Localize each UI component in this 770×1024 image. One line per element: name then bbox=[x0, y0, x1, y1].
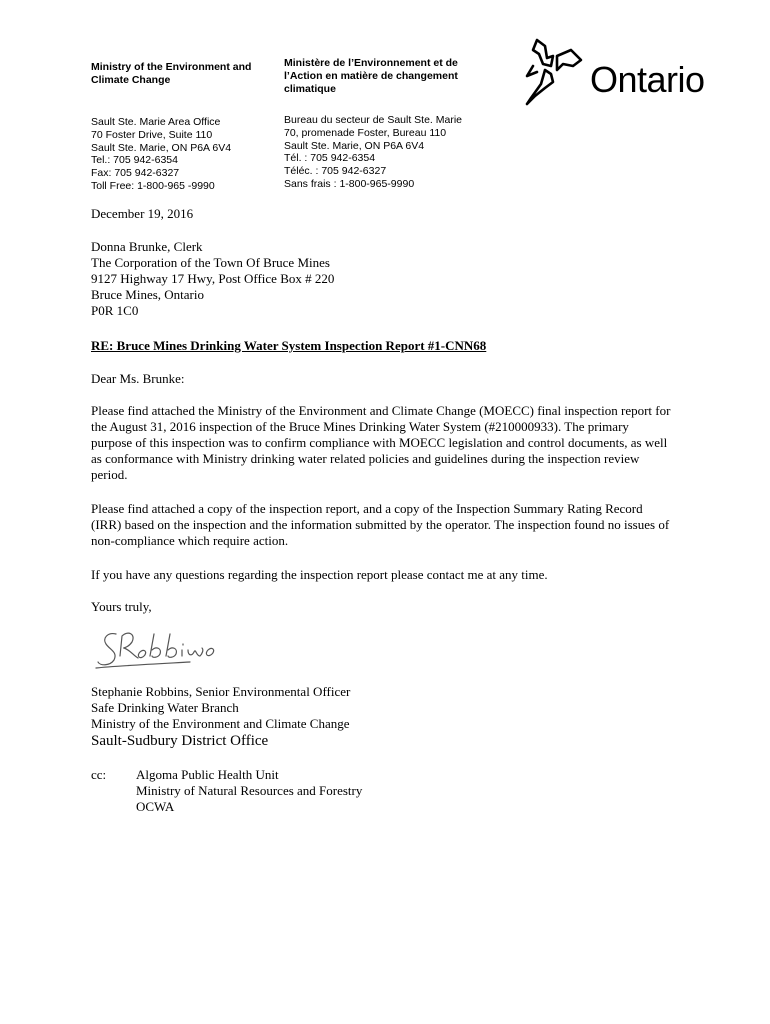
recipient-line: 9127 Highway 17 Hwy, Post Office Box # 220 bbox=[91, 271, 335, 286]
signer-name: Stephanie Robbins, Senior Environmental Officer bbox=[91, 684, 351, 699]
recipient-line: P0R 1C0 bbox=[91, 303, 139, 318]
closing: Yours truly, bbox=[91, 599, 152, 614]
toll-free-line: Sans frais : 1-800-965-9990 bbox=[284, 177, 415, 190]
cc-item: OCWA bbox=[136, 799, 175, 814]
body-paragraph: Please find attached the Ministry of the Environment and Climate Change (MOECC) final inspection report for the August 31, 2016 inspection of the Bruce Mines Drinking Water System (#210000933). The primary purpose of this inspection was to confirm compliance with MOECC legislation and control documents, as well as conformance with Ministry drinking water related policies and guidelines during the inspection review period. bbox=[91, 403, 671, 482]
body-paragraph: Please find attached a copy of the inspection report, and a copy of the Inspection Summary Rating Record (IRR) based on the inspection and the information submitted by the operator. The inspection found no issues of non-compliance which require action. bbox=[91, 501, 670, 548]
recipient-line: Bruce Mines, Ontario bbox=[91, 287, 205, 302]
subject-line: RE: Bruce Mines Drinking Water System Inspection Report #1-CNN68 bbox=[91, 338, 487, 353]
ontario-logo bbox=[523, 36, 723, 108]
cc-item: Ministry of Natural Resources and Forestry bbox=[136, 783, 363, 798]
toll-free-line: Toll Free: 1-800-965 -9990 bbox=[91, 179, 215, 192]
signature-image bbox=[94, 626, 234, 672]
letter-date: December 19, 2016 bbox=[91, 206, 194, 221]
trillium-icon bbox=[523, 36, 589, 106]
body-paragraph: If you have any questions regarding the inspection report please contact me at any time. bbox=[91, 567, 548, 582]
district-office: Sault-Sudbury District Office bbox=[91, 733, 269, 749]
recipient-line: The Corporation of the Town Of Bruce Mines bbox=[91, 255, 330, 270]
salutation: Dear Ms. Brunke: bbox=[91, 371, 185, 386]
address-line: Sault Ste. Marie, ON P6A 6V4 bbox=[91, 141, 232, 154]
address-line: 70, promenade Foster, Bureau 110 bbox=[284, 126, 447, 139]
ontario-wordmark: Ontario bbox=[590, 59, 705, 100]
address-line: 70 Foster Drive, Suite 110 bbox=[91, 128, 213, 141]
phone-line: Tel.: 705 942-6354 bbox=[91, 154, 178, 167]
phone-line: Tél. : 705 942-6354 bbox=[284, 152, 376, 165]
address-line: Bureau du secteur de Sault Ste. Marie bbox=[284, 114, 463, 126]
office-address-fr bbox=[284, 114, 462, 191]
signer-branch: Safe Drinking Water Branch bbox=[91, 700, 239, 715]
recipient-line: Donna Brunke, Clerk bbox=[91, 239, 203, 254]
cc-list bbox=[136, 767, 362, 815]
ministry-title-en: Ministry of the Environment and Climate Change bbox=[91, 61, 252, 86]
fax-line: Fax: 705 942-6327 bbox=[91, 167, 180, 180]
address-line: Sault Ste. Marie Area Office bbox=[91, 116, 221, 128]
office-address-en bbox=[91, 116, 231, 193]
ministry-title-fr: Ministère de l’Environnement et de l’Action en matière de changement climatique bbox=[284, 57, 458, 95]
signer-block bbox=[91, 684, 350, 732]
signer-ministry: Ministry of the Environment and Climate Change bbox=[91, 716, 350, 731]
cc-label: cc: bbox=[91, 767, 107, 782]
address-line: Sault Ste. Marie, ON P6A 6V4 bbox=[284, 139, 425, 152]
cc-item: Algoma Public Health Unit bbox=[136, 767, 279, 782]
fax-line: Téléc. : 705 942-6327 bbox=[284, 165, 387, 178]
recipient-block bbox=[91, 239, 334, 319]
